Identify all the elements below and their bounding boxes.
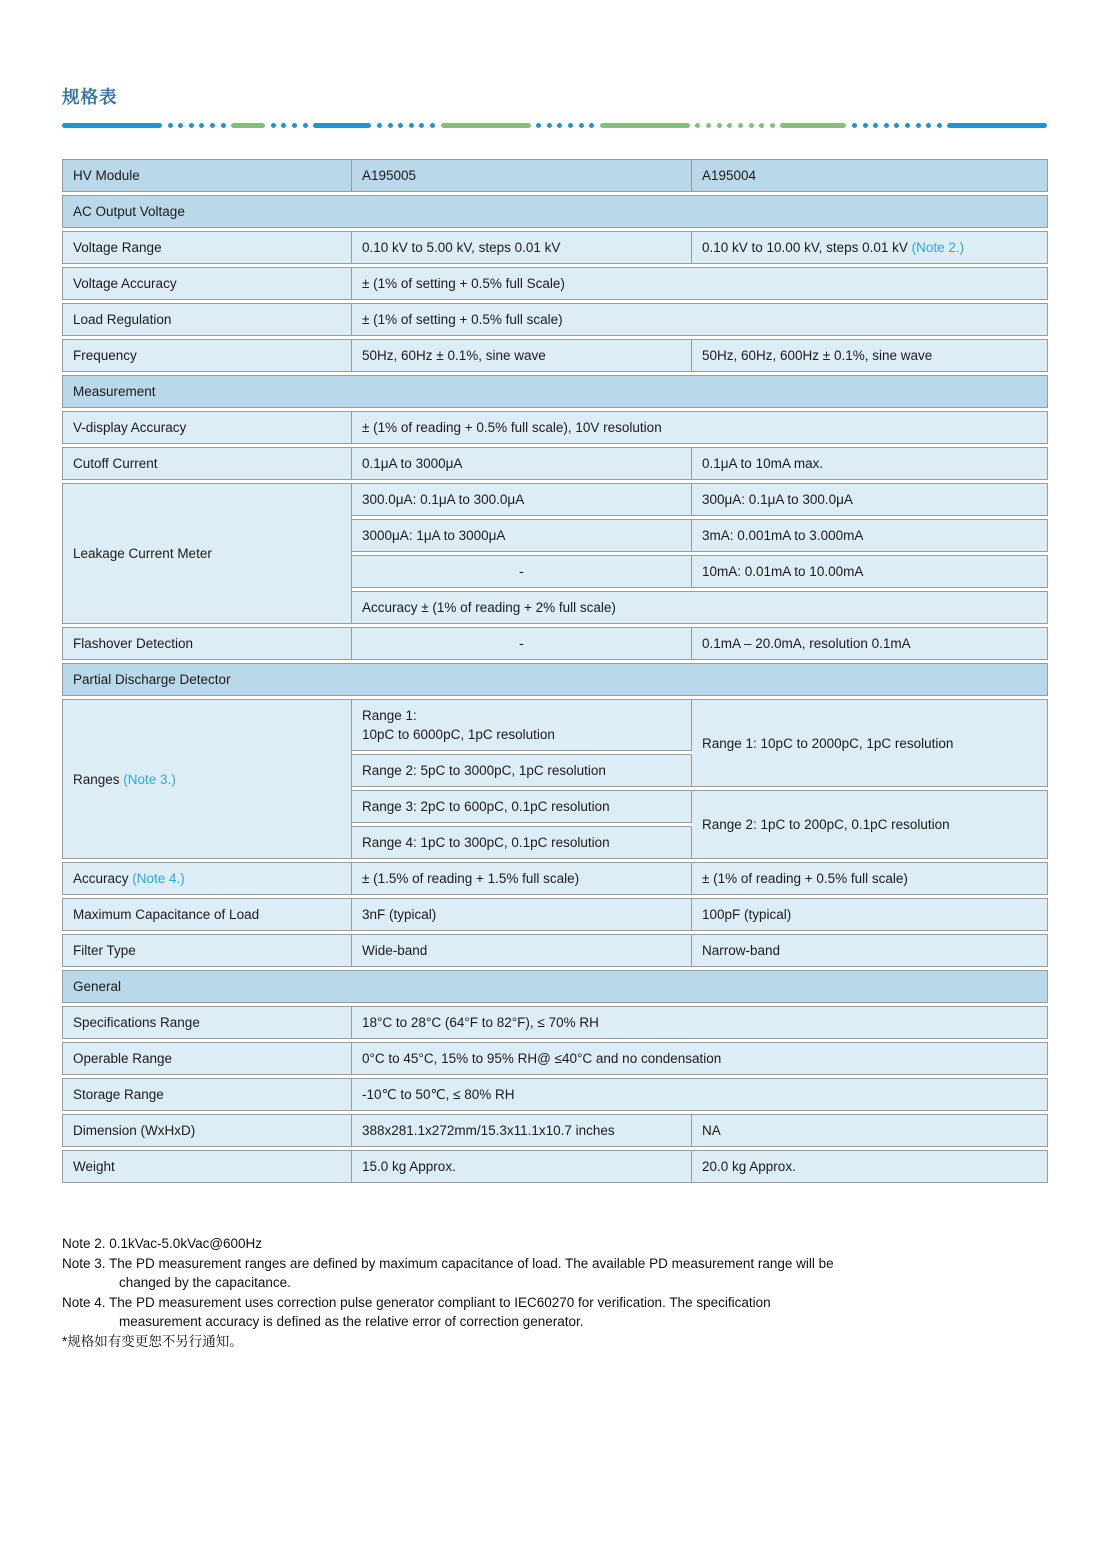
operable-range-label: Operable Range: [62, 1042, 352, 1075]
storage-range-value: -10℃ to 50℃, ≤ 80% RH: [352, 1078, 1048, 1111]
leakage-r1-a: 300.0μA: 0.1μA to 300.0μA: [352, 483, 692, 516]
leakage-r3-b: 10mA: 0.01mA to 10.00mA: [692, 555, 1048, 588]
note2-link: (Note 2.): [911, 240, 965, 255]
load-regulation-value: ± (1% of setting + 0.5% full scale): [352, 303, 1048, 336]
table-row: [62, 303, 1048, 336]
table-row: [62, 483, 1048, 516]
ranges-a1: [352, 699, 692, 751]
weight-b: 20.0 kg Approx.: [692, 1150, 1048, 1183]
spec-table: [62, 156, 1048, 1186]
table-row: [62, 699, 1048, 751]
section-title-general: General: [62, 970, 1048, 1003]
filter-type-label: Filter Type: [62, 934, 352, 967]
note-4-line1: Note 4. The PD measurement uses correction pulse generator compliant to IEC60270 for verification. The specification: [62, 1294, 771, 1310]
filter-type-b: Narrow-band: [692, 934, 1048, 967]
ranges-a1-line1: Range 1:: [362, 708, 417, 723]
specifications-range-value: 18°C to 28°C (64°F to 82°F), ≤ 70% RH: [352, 1006, 1048, 1039]
voltage-range-b: [692, 231, 1048, 264]
ranges-b1: Range 1: 10pC to 2000pC, 1pC resolution: [692, 699, 1048, 787]
flashover-detection-label: Flashover Detection: [62, 627, 352, 660]
cutoff-current-label: Cutoff Current: [62, 447, 352, 480]
pd-accuracy-a: ± (1.5% of reading + 1.5% full scale): [352, 862, 692, 895]
note-3-line2: changed by the capacitance.: [119, 1275, 291, 1290]
ranges-label-text: Ranges: [73, 771, 124, 787]
voltage-accuracy-label: Voltage Accuracy: [62, 267, 352, 300]
table-row: [62, 411, 1048, 444]
ranges-b2: Range 2: 1pC to 200pC, 0.1pC resolution: [692, 790, 1048, 859]
voltage-range-label: Voltage Range: [62, 231, 352, 264]
page-title: 规格表: [62, 87, 118, 107]
voltage-accuracy-value: ± (1% of setting + 0.5% full Scale): [352, 267, 1048, 300]
table-row: [62, 627, 1048, 660]
ranges-a1-line2: 10pC to 6000pC, 1pC resolution: [362, 727, 555, 742]
pd-accuracy-label: [62, 862, 352, 895]
note-3-line1: Note 3. The PD measurement ranges are defined by maximum capacitance of load. The available PD measurement range will be: [62, 1255, 834, 1271]
disclaimer: *规格如有变更恕不另行通知。: [62, 1333, 243, 1349]
table-row: [62, 862, 1048, 895]
v-display-accuracy-label: V-display Accuracy: [62, 411, 352, 444]
section-title-measurement: Measurement: [62, 375, 1048, 408]
max-capacitance-a: 3nF (typical): [352, 898, 692, 931]
section-general: [62, 970, 1048, 1003]
table-row: [62, 1042, 1048, 1075]
table-row: [62, 447, 1048, 480]
weight-a: 15.0 kg Approx.: [352, 1150, 692, 1183]
voltage-range-b-text: 0.10 kV to 10.00 kV, steps 0.01 kV: [702, 240, 912, 255]
storage-range-label: Storage Range: [62, 1078, 352, 1111]
filter-type-a: Wide-band: [352, 934, 692, 967]
note-2: Note 2. 0.1kVac-5.0kVac@600Hz: [62, 1236, 263, 1251]
table-row: [62, 898, 1048, 931]
header-hv-module: HV Module: [62, 159, 352, 192]
table-row: [62, 267, 1048, 300]
ranges-a3: Range 3: 2pC to 600pC, 0.1pC resolution: [352, 790, 692, 823]
dimension-label: Dimension (WxHxD): [62, 1114, 352, 1147]
specifications-range-label: Specifications Range: [62, 1006, 352, 1039]
table-row: [62, 231, 1048, 264]
page-content: [62, 84, 1048, 1351]
leakage-r2-b: 3mA: 0.001mA to 3.000mA: [692, 519, 1048, 552]
footnotes: [62, 1234, 1048, 1351]
note3-link: (Note 3.): [123, 771, 176, 787]
table-row: [62, 339, 1048, 372]
cutoff-current-a: 0.1μA to 3000μA: [352, 447, 692, 480]
header-model-a195004: A195004: [692, 159, 1048, 192]
table-header-row: [62, 159, 1048, 192]
max-capacitance-b: 100pF (typical): [692, 898, 1048, 931]
table-row: [62, 1114, 1048, 1147]
table-row: [62, 1150, 1048, 1183]
pd-accuracy-b: ± (1% of reading + 0.5% full scale): [692, 862, 1048, 895]
note-4-line2: measurement accuracy is defined as the relative error of correction generator.: [119, 1314, 584, 1329]
v-display-accuracy-value: ± (1% of reading + 0.5% full scale), 10V resolution: [352, 411, 1048, 444]
cutoff-current-b: 0.1μA to 10mA max.: [692, 447, 1048, 480]
section-ac-output-voltage: [62, 195, 1048, 228]
frequency-label: Frequency: [62, 339, 352, 372]
ranges-a4: Range 4: 1pC to 300pC, 0.1pC resolution: [352, 826, 692, 859]
dimension-b: NA: [692, 1114, 1048, 1147]
table-row: [62, 1006, 1048, 1039]
max-capacitance-label: Maximum Capacitance of Load: [62, 898, 352, 931]
section-measurement: [62, 375, 1048, 408]
pd-accuracy-label-text: Accuracy: [73, 871, 133, 886]
voltage-range-a: 0.10 kV to 5.00 kV, steps 0.01 kV: [352, 231, 692, 264]
table-row: [62, 1078, 1048, 1111]
section-title-partial-discharge: Partial Discharge Detector: [62, 663, 1048, 696]
separator-decoration: [62, 122, 1048, 128]
ranges-a2: Range 2: 5pC to 3000pC, 1pC resolution: [352, 754, 692, 787]
table-row: [62, 934, 1048, 967]
load-regulation-label: Load Regulation: [62, 303, 352, 336]
operable-range-value: 0°C to 45°C, 15% to 95% RH@ ≤40°C and no condensation: [352, 1042, 1048, 1075]
flashover-detection-a: -: [352, 627, 692, 660]
dimension-a: 388x281.1x272mm/15.3x11.1x10.7 inches: [352, 1114, 692, 1147]
frequency-a: 50Hz, 60Hz ± 0.1%, sine wave: [352, 339, 692, 372]
flashover-detection-b: 0.1mA – 20.0mA, resolution 0.1mA: [692, 627, 1048, 660]
section-partial-discharge: [62, 663, 1048, 696]
section-title-ac-output: AC Output Voltage: [62, 195, 1048, 228]
ranges-label: [62, 699, 352, 859]
leakage-r1-b: 300μA: 0.1μA to 300.0μA: [692, 483, 1048, 516]
note4-link: (Note 4.): [132, 871, 185, 886]
leakage-current-meter-label: Leakage Current Meter: [62, 483, 352, 624]
leakage-accuracy-value: Accuracy ± (1% of reading + 2% full scale): [352, 591, 1048, 624]
header-model-a195005: A195005: [352, 159, 692, 192]
leakage-r3-a: -: [352, 555, 692, 588]
leakage-r2-a: 3000μA: 1μA to 3000μA: [352, 519, 692, 552]
frequency-b: 50Hz, 60Hz, 600Hz ± 0.1%, sine wave: [692, 339, 1048, 372]
weight-label: Weight: [62, 1150, 352, 1183]
